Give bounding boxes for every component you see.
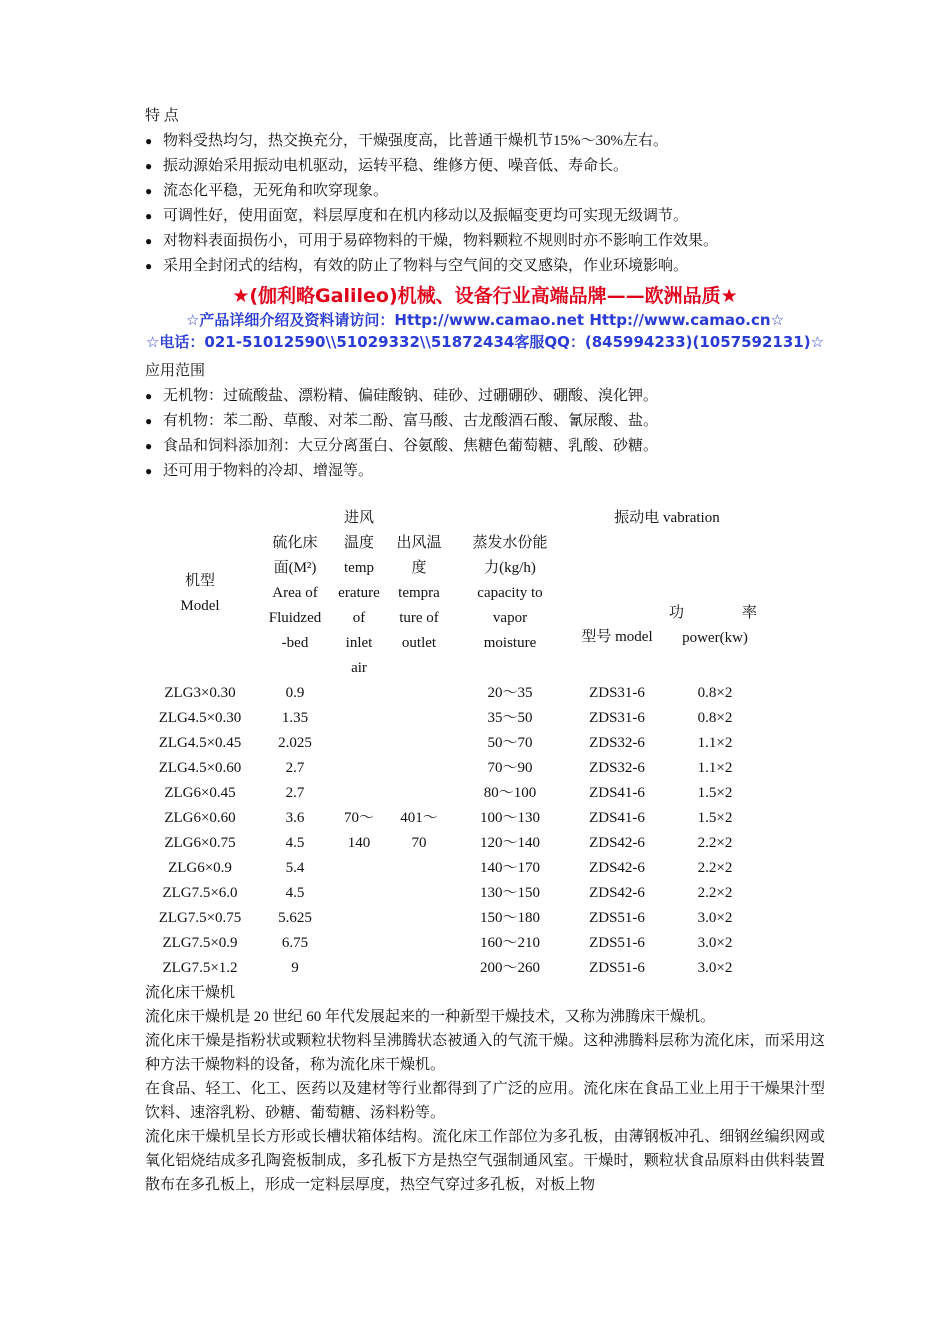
list-item: ● 流态化平稳，无死角和吹穿现象。	[145, 179, 825, 204]
cell-motor: ZDS42-6	[589, 885, 645, 901]
cell-model: ZLG3×0.30	[164, 685, 236, 701]
list-item: ● 食品和饲料添加剂：大豆分离蛋白、谷氨酸、焦糖色葡萄糖、乳酸、砂糖。	[145, 434, 825, 459]
cell-capacity: 70～90	[487, 760, 533, 776]
article-paragraph: 流化床干燥机是 20 世纪 60 年代发展起来的一种新型干燥技术，又称为沸腾床干燥机。	[145, 1009, 716, 1025]
cell-capacity: 35～50	[487, 710, 533, 726]
cell-motor: ZDS42-6	[589, 835, 645, 851]
bullet-icon: ●	[145, 184, 153, 198]
table-row	[141, 781, 765, 806]
bullet-icon: ●	[145, 414, 153, 428]
cell-model: ZLG6×0.9	[168, 860, 232, 876]
cell-area: 9	[291, 960, 299, 976]
cell-power: 0.8×2	[697, 685, 733, 701]
cell-motor: ZDS51-6	[589, 935, 645, 951]
cell-area: 4.5	[285, 835, 305, 851]
cell-inlet-temp: 70～ 140	[343, 810, 374, 851]
article-paragraph: 流化床干燥是指粉状或颗粒状物料呈沸腾状态被通入的气流干燥。这种沸腾料层称为流化床，而采用这种方法干燥物料的设备，称为流化床干燥机。	[145, 1033, 825, 1073]
bullet-icon: ●	[145, 134, 153, 148]
cell-power: 2.2×2	[697, 885, 733, 901]
cell-power: 1.1×2	[697, 735, 733, 751]
header-model: 机型 Model	[180, 572, 220, 614]
list-item: ● 还可用于物料的冷却、增湿等。	[145, 459, 825, 484]
cell-area: 1.35	[281, 710, 309, 726]
list-item: ● 振动源始采用振动电机驱动，运转平稳、维修方便、噪音低、寿命长。	[145, 154, 825, 179]
header-motor-group: 振动电 vabration	[614, 510, 720, 526]
cell-power: 1.1×2	[697, 760, 733, 776]
banner-contact-line: ☆电话：021-51012590\\51029332\\51872434客服QQ：(845994233)(1057592131)☆	[145, 333, 825, 351]
cell-area: 2.7	[285, 760, 305, 776]
promo-banner	[125, 283, 845, 353]
cell-area: 3.6	[285, 810, 305, 826]
cell-motor: ZDS31-6	[589, 685, 645, 701]
cell-power: 1.5×2	[697, 785, 733, 801]
cell-model: ZLG7.5×0.9	[162, 935, 238, 951]
cell-area: 4.5	[285, 885, 305, 901]
cell-motor: ZDS51-6	[589, 910, 645, 926]
cell-motor: ZDS51-6	[589, 960, 645, 976]
header-motor-model: 型号 model	[581, 629, 653, 645]
cell-model: ZLG6×0.60	[164, 810, 236, 826]
cell-power: 3.0×2	[697, 935, 733, 951]
cell-capacity: 140～170	[479, 860, 540, 876]
table-row	[141, 806, 765, 831]
cell-motor: ZDS31-6	[589, 710, 645, 726]
cell-capacity: 160～210	[479, 935, 540, 951]
bullet-icon: ●	[145, 159, 153, 173]
cell-power: 0.8×2	[697, 710, 733, 726]
bullet-icon: ●	[145, 389, 153, 403]
cell-area: 2.025	[278, 735, 312, 751]
list-item: ● 对物料表面损伤小，可用于易碎物料的干燥，物料颗粒不规则时亦不影响工作效果。	[145, 229, 825, 254]
spec-table-wrap	[145, 506, 825, 981]
cell-model: ZLG7.5×1.2	[162, 960, 238, 976]
applications-heading: 应用范围	[145, 363, 206, 379]
list-item: ● 可调性好，使用面宽，料层厚度和在机内移动以及振幅变更均可实现无级调节。	[145, 204, 825, 229]
article	[145, 981, 825, 1197]
cell-area: 0.9	[285, 685, 305, 701]
cell-power: 1.5×2	[697, 810, 733, 826]
table-row	[141, 706, 765, 731]
cell-capacity: 100～130	[479, 810, 540, 826]
bullet-icon: ●	[145, 439, 153, 453]
list-item: ● 采用全封闭式的结构，有效的防止了物料与空气间的交叉感染，作业环境影响。	[145, 254, 825, 279]
cell-power: 2.2×2	[697, 835, 733, 851]
bullet-icon: ●	[145, 209, 153, 223]
cell-capacity: 200～260	[479, 960, 540, 976]
spec-table	[141, 506, 765, 981]
cell-model: ZLG4.5×0.30	[158, 710, 242, 726]
cell-model: ZLG7.5×0.75	[158, 910, 242, 926]
article-paragraph: 在食品、轻工、化工、医药以及建材等行业都得到了广泛的应用。流化床在食品工业上用于干燥果汁型饮料、速溶乳粉、砂糖、葡萄糖、汤料粉等。	[145, 1081, 825, 1121]
cell-motor: ZDS41-6	[589, 785, 645, 801]
table-row	[141, 681, 765, 706]
article-heading: 流化床干燥机	[145, 985, 236, 1001]
cell-motor: ZDS32-6	[589, 735, 645, 751]
bullet-icon: ●	[145, 259, 153, 273]
document-page	[145, 104, 825, 1197]
cell-model: ZLG6×0.75	[164, 835, 236, 851]
header-area: 硫化床 面(M²) Area of Fluidzed -bed	[268, 535, 322, 651]
banner-website-line[interactable]: ☆产品详细介绍及资料请访问：Http://www.camao.net Http://www.camao.cn☆	[185, 311, 785, 329]
article-paragraph: 流化床干燥机呈长方形或长槽状箱体结构。流化床工作部位为多孔板，由薄钢板冲孔、细钢丝编织网或氧化铝烧结成多孔陶瓷板制成，多孔板下方是热空气强制通风室。干燥时，颗粒状食品原料由供料装置散布在多孔板上，形成一定料层厚度，热空气穿过多孔板，对板上物	[145, 1129, 825, 1193]
cell-model: ZLG6×0.45	[164, 785, 236, 801]
cell-area: 2.7	[285, 785, 305, 801]
applications-list	[145, 384, 825, 484]
bullet-icon: ●	[145, 234, 153, 248]
bullet-icon: ●	[145, 464, 153, 478]
features-heading: 特 点	[145, 108, 179, 124]
list-item: ● 有机物：苯二酚、草酸、对苯二酚、富马酸、古龙酸酒石酸、氰尿酸、盐。	[145, 409, 825, 434]
cell-model: ZLG4.5×0.60	[158, 760, 242, 776]
table-row	[141, 831, 765, 856]
cell-area: 6.75	[281, 935, 309, 951]
table-row	[141, 956, 765, 981]
cell-motor: ZDS41-6	[589, 810, 645, 826]
header-power: 功 率 power(kw)	[669, 604, 757, 646]
table-row	[141, 931, 765, 956]
cell-power: 3.0×2	[697, 910, 733, 926]
table-header-row	[141, 506, 765, 556]
table-row	[141, 756, 765, 781]
cell-motor: ZDS32-6	[589, 760, 645, 776]
table-row	[141, 731, 765, 756]
table-row	[141, 881, 765, 906]
cell-power: 2.2×2	[697, 860, 733, 876]
cell-area: 5.4	[285, 860, 305, 876]
table-row	[141, 906, 765, 931]
cell-outlet-temp: 401～ 70	[400, 810, 438, 851]
cell-capacity: 80～100	[483, 785, 537, 801]
list-item: ● 物料受热均匀，热交换充分，干燥强度高，比普通干燥机节15%～30%左右。	[145, 129, 825, 154]
header-inlet-temp: 进风 温度 temp erature of inlet air	[338, 510, 380, 676]
header-capacity: 蒸发水份能 力(kg/h) capacity to vapor moisture	[472, 535, 548, 651]
banner-brand-line: ★(伽利略Galileo)机械、设备行业高端品牌——欧洲品质★	[232, 285, 738, 307]
cell-area: 5.625	[278, 910, 312, 926]
header-outlet-temp: 出风温 度 tempra ture of outlet	[396, 535, 442, 651]
cell-model: ZLG4.5×0.45	[158, 735, 242, 751]
cell-capacity: 20～35	[487, 685, 533, 701]
cell-capacity: 150～180	[479, 910, 540, 926]
cell-motor: ZDS42-6	[589, 860, 645, 876]
cell-capacity: 50～70	[487, 735, 533, 751]
cell-power: 3.0×2	[697, 960, 733, 976]
table-row	[141, 856, 765, 881]
cell-capacity: 120～140	[479, 835, 540, 851]
cell-model: ZLG7.5×6.0	[162, 885, 238, 901]
list-item: ● 无机物：过硫酸盐、漂粉精、偏硅酸钠、硅砂、过硼硼砂、硼酸、溴化钾。	[145, 384, 825, 409]
cell-capacity: 130～150	[479, 885, 540, 901]
features-list	[145, 129, 825, 279]
